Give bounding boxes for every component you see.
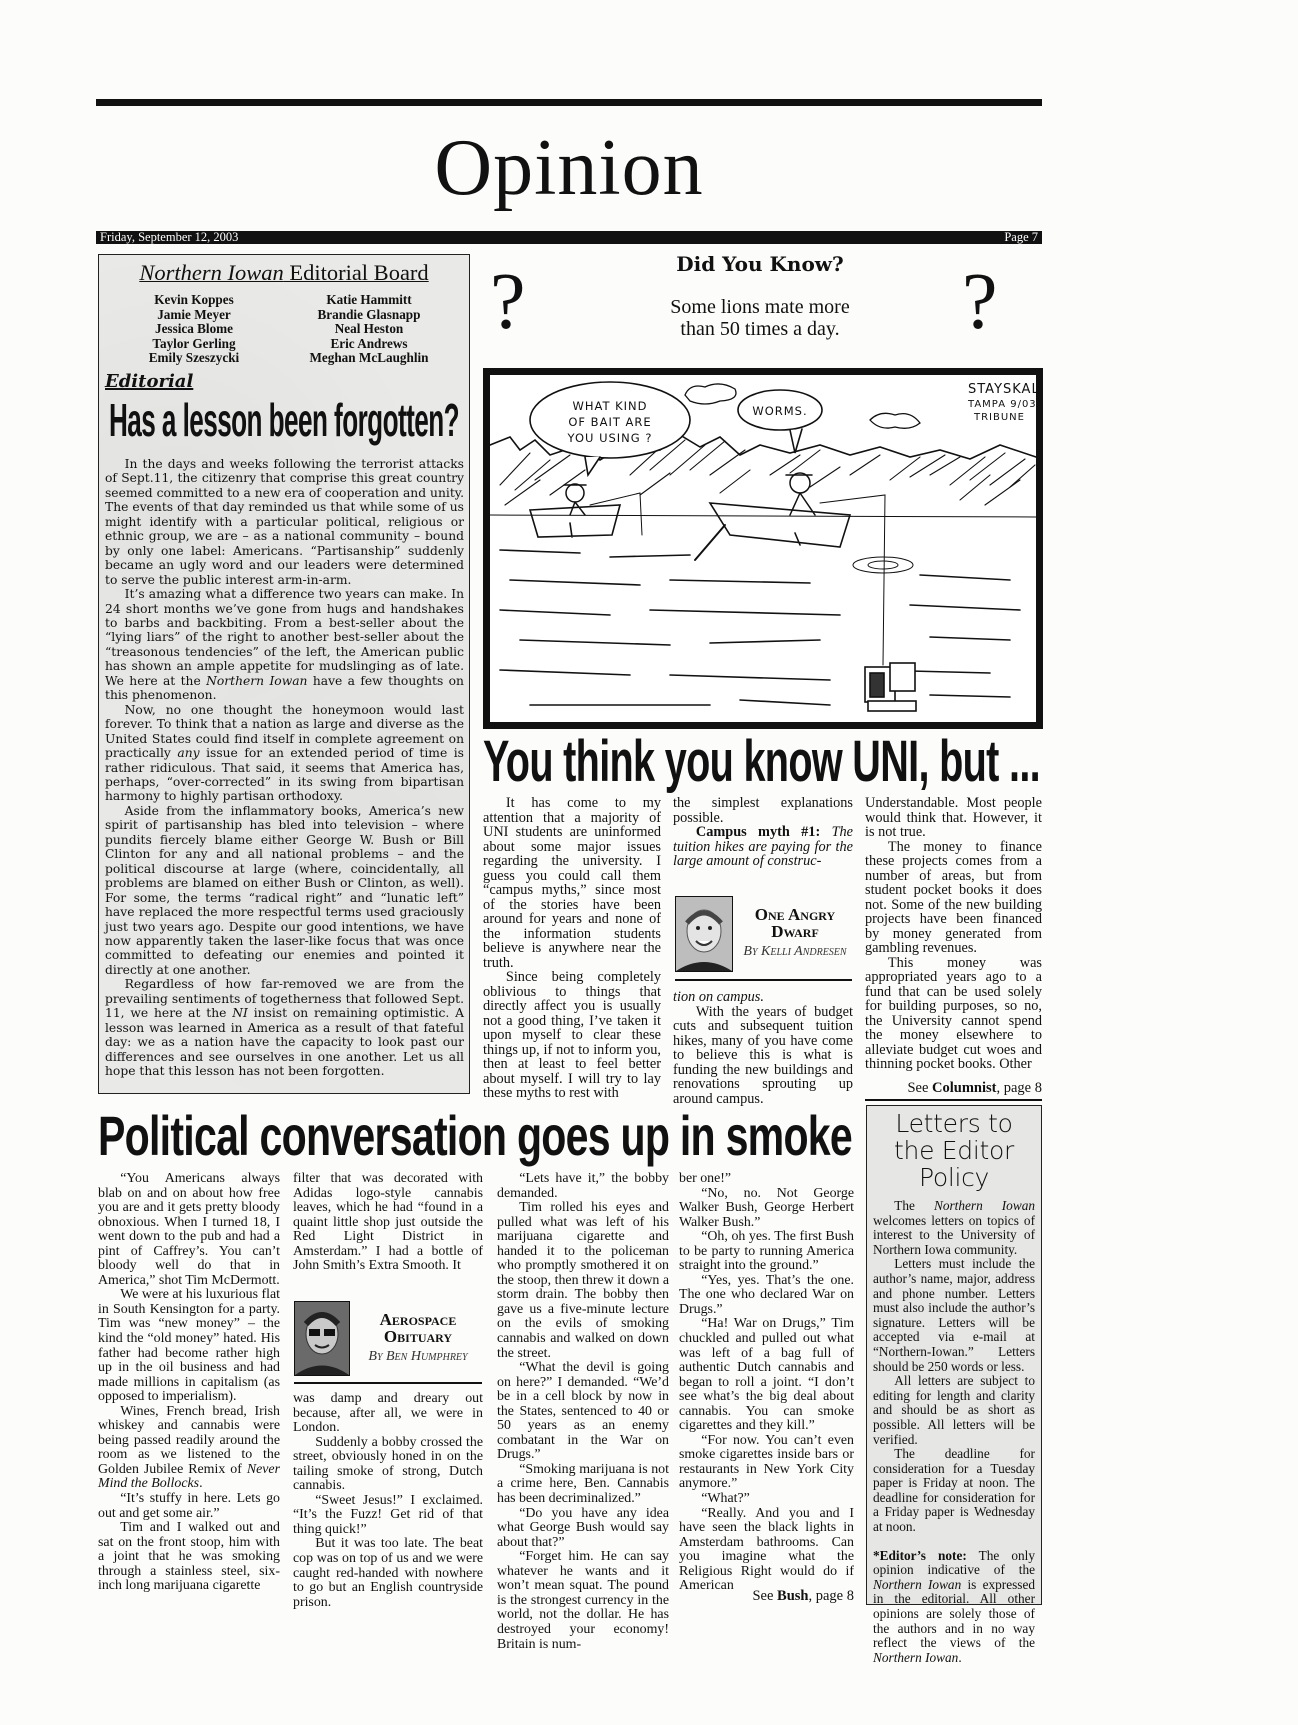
byline: By Ben Humphrey <box>368 1349 468 1364</box>
paragraph <box>293 1392 483 1436</box>
paragraph <box>679 1187 854 1231</box>
text-run: “Forget him. He can say whatever he wants and it won’t mean squat. The pound is the strongest currency in the world, not the dollar. He has destroyed your economy! Britain is num- <box>497 1549 669 1652</box>
political-headline: Political conversation goes up in smoke <box>98 1104 852 1167</box>
text-run: Campus myth #1: <box>695 824 821 840</box>
text-run: The tuition hikes are paying for the large amount of construc- <box>673 824 854 869</box>
cloud <box>685 384 736 404</box>
question-mark-left: ? <box>490 258 526 346</box>
paragraph <box>679 1434 854 1492</box>
political-col-1 <box>98 1172 280 1612</box>
fact-line: than 50 times a day. <box>680 318 840 340</box>
text-run: ber one!” <box>679 1171 732 1186</box>
paragraph <box>865 956 1042 1072</box>
text-run: . <box>958 1649 962 1665</box>
columnist-col-2-top <box>673 796 853 876</box>
paragraph <box>679 1492 854 1507</box>
fisher-left <box>566 484 584 502</box>
paragraph <box>497 1550 669 1652</box>
editorial-label: Editorial <box>105 371 194 392</box>
paragraph <box>105 804 464 977</box>
paragraph <box>497 1201 669 1361</box>
editorial-board-title <box>99 261 469 285</box>
text-run: Letters must include the author’s name, major, address and phone number. Letters must also include the author’s signature. Letters will be accepted via e-mail at “Northern-Iowan.” Letters should be 250 words or less. <box>873 1256 1035 1374</box>
paragraph <box>865 796 1042 840</box>
letters-policy-box <box>866 1105 1042 1665</box>
text-run: Northern Iowan <box>873 1649 959 1665</box>
text-run: filter that was decorated with Adidas logo-style cannabis leaves, which he had “found in a quaint little shop just outside the Red Light District in Amsterdam.” I had a bottle of John Smith’s Extra Smooth. It <box>293 1171 483 1274</box>
text-run: “Lets have it,” the bobby demanded. <box>497 1171 669 1201</box>
paragraph <box>105 977 464 1078</box>
column-name: One Angry Dwarf <box>754 905 836 941</box>
paragraph <box>873 1374 1035 1447</box>
bubble-text: WORMS. <box>752 404 808 418</box>
boat-right <box>710 503 850 547</box>
paragraph <box>673 1005 853 1107</box>
paragraph <box>679 1507 854 1594</box>
text-run: The only opinion indicative of the <box>873 1547 1035 1578</box>
paragraph <box>98 1288 280 1404</box>
date-bar <box>96 231 1042 244</box>
fishing-line-right <box>820 495 885 665</box>
text-run: Tim rolled his eyes and pulled what was left of his marijuana cigarette and handed it to the policeman who promptly smothered it on the stoop, then threw it down a storm drain. The bobby then gave us a five-minute lecture on the evils of smoking cannabis and walked on down the street. <box>497 1200 669 1361</box>
paragraph <box>98 1521 280 1594</box>
paragraph <box>679 1317 854 1433</box>
list-item: Policy <box>918 1163 990 1192</box>
board-names-left <box>119 293 269 366</box>
paragraph <box>98 1405 280 1492</box>
text-run: We were at his luxurious flat in South Kensington for a party. Tim was “new money” – the kind the “old money” hated. His father had become rather high up in the oil business and had made millions in capitalism (as opposed to imperialism). <box>98 1287 280 1405</box>
text-run: With the years of budget cuts and subsequent tuition hikes, many of you have come to believe this is what is funding the new buildings and renovations sprouting up around campus. <box>673 1003 853 1107</box>
text-run: The money to finance these projects comes from a number of areas, but from student pocket books it does not. Some of the new building projects have been financed by money generated from gambling revenues. <box>865 838 1042 956</box>
fisher-right <box>790 473 810 493</box>
columnist-photo <box>294 1301 350 1376</box>
list-item: Eric Andrews <box>330 335 408 351</box>
columnist-col-1 <box>483 795 661 1101</box>
paragraph <box>293 1537 483 1610</box>
editorial-body <box>105 457 464 1078</box>
text-run: Since being completely oblivious to things that directly affect you is usually not a good thing, I’ve taken it upon myself to clear these things up, if not to inform you, then at least to feel better about myself. I will try to lay these myths to rest with <box>483 969 661 1101</box>
list-item: Brandie Glasnapp <box>317 306 421 322</box>
paragraph <box>873 1199 1035 1257</box>
list-item: Neal Heston <box>334 321 404 337</box>
jump-line <box>865 1080 1042 1097</box>
text-run: Northern Iowan <box>206 673 308 688</box>
cartoon-drawing <box>490 375 1040 722</box>
text-run: “Oh, oh yes. The first Bush to be party to running America straight into the ground.” <box>679 1229 854 1274</box>
list-item: Meghan McLaughlin <box>309 350 429 366</box>
column-name: Aerospace Obituary <box>379 1310 457 1346</box>
paragraph <box>483 796 661 970</box>
editors-note <box>873 1549 1035 1666</box>
jump-line <box>679 1588 854 1605</box>
paragraph <box>98 1172 280 1288</box>
board-names-right <box>279 293 459 366</box>
jump-page: , page 8 <box>808 1588 854 1604</box>
paragraph <box>865 840 1042 956</box>
text-run: “It’s stuffy in here. Lets go out and get some air.” <box>98 1491 280 1521</box>
text-run: Never Mind the Bollocks <box>98 1461 280 1492</box>
columnist-photo <box>675 896 733 972</box>
text-run: insist on remaining optimistic. A lesson was learned in America as a result of that fateful day: we as a nation have the capacity to look past our differences and see ourselves in one another. Let us all hope that this lesson has not been forgotten. <box>105 1006 464 1079</box>
bubble-text: YOU USING ? <box>567 431 653 445</box>
political-col-2-bottom <box>293 1392 483 1612</box>
text-run: Understandable. Most people would think that. However, it is not true. <box>865 795 1042 840</box>
text-run: was damp and dreary out because, after all, we were in London. <box>293 1391 483 1436</box>
jump-target: Columnist <box>932 1080 997 1096</box>
editorial-cartoon <box>483 368 1043 729</box>
paragraph <box>497 1172 669 1201</box>
list-item: Taylor Gerling <box>152 335 236 351</box>
text-run: “What?” <box>701 1491 750 1507</box>
jump-page: , page 8 <box>996 1080 1042 1096</box>
computer-bait <box>865 663 916 711</box>
fishing-line-left <box>590 493 642 535</box>
columnist-col-2-bottom <box>673 989 853 1107</box>
did-you-know-title: Did You Know? <box>676 252 844 276</box>
text-run: “You Americans always blab on and on about how free you are and it gets pretty bloody obnoxious. When I turned 18, I went down to the pub and had a pint of Caffrey’s. You can’t bloody well do that in America,” shot Tim McDermott. <box>98 1171 280 1288</box>
editorial-box <box>98 254 470 1094</box>
boat-left <box>530 505 620 537</box>
columnist-headline: You think you know UNI, but ... <box>483 729 1040 794</box>
bubble-text: WHAT KIND <box>572 399 648 413</box>
paragraph <box>873 1447 1035 1535</box>
text-run: “Really. And you and I have seen the black lights in Amsterdam bathrooms. Can you imagine what the Religious Right would do if American <box>679 1505 854 1594</box>
text-run: “Do you have any idea what George Bush would say about that?” <box>497 1505 669 1550</box>
paragraph <box>873 1257 1035 1374</box>
columnist-col-3 <box>865 796 1042 1076</box>
text-run: Northern Iowan <box>933 1198 1035 1213</box>
text-run: It’s amazing what a difference two years can make. In 24 short months we’ve gone from hugs and handshakes to barbs and backbiting. From a best-seller about the “lying liars” of the right to another best-seller about the “treasonous tendencies” of the left, the American public has shown an ample appetite for mudslinging as of late. We here at the <box>105 587 464 688</box>
oar <box>695 525 725 560</box>
text-run: “Smoking marijuana is not a crime here, Ben. Cannabis has been decriminalized.” <box>497 1461 669 1507</box>
paragraph <box>679 1230 854 1274</box>
section-title: Opinion <box>434 124 704 212</box>
political-col-4 <box>679 1171 854 1594</box>
paragraph <box>673 796 853 825</box>
text-run: “Sweet Jesus!” I exclaimed. “It’s the Fuzz! Get rid of that thing quick!” <box>293 1492 483 1537</box>
political-col-3 <box>497 1171 669 1652</box>
text-run: In the days and weeks following the terrorist attacks of Sept.11, the citizenry that comprise this great country seemed committed to a new era of cooperation and unity. The events of that day reminded us that while some of us might identify with a particular political, religious or ethnic group, we are – as a national community – bound by only one label: Americans. “Partisanship” suddenly became an ugly word and our leaders were determined to serve the public interest arm-in-arm. <box>105 457 464 587</box>
list-item: Katie Hammitt <box>326 292 412 307</box>
question-mark-right: ? <box>962 258 998 346</box>
text-run: This money was appropriated years ago to a fund that can be used solely for building purposes, so no, the University cannot spend the money elsewhere to alleviate budget cut woes and thinning pocket books. Other <box>865 954 1042 1072</box>
text-run: “Yes, yes. That’s the one. The one who declared War on Drugs.” <box>679 1272 854 1317</box>
board-label: Editorial Board <box>283 260 429 285</box>
text-run: NI <box>232 1006 248 1021</box>
text-run: Aside from the inflammatory books, America’s new spirit of partisanship has bled into television – where pundits fiercely blame either George W. Bush or Bill Clinton for any and all national problems – and the political discourse at large (where, coincidentally, all problems are blamed on either Bush or Clinton, as well). For some, the terms “radical right” and “lunatic left” have replaced the more respectful terms used graciously just two years ago. Despite our good intentions, we have now apparently taken the laser-like focus that was once committed to defeating our enemies and pointed it directly at one another. <box>105 803 464 977</box>
list-item: Kevin Koppes <box>154 292 234 307</box>
text-run: But it was too late. The beat cop was on top of us and we were caught red-handed with nowhere to go but an English countryside prison. <box>293 1536 483 1610</box>
text-run: Wines, French bread, Irish whiskey and cannabis were being passed readily around the room as we listened to the Golden Jubilee Remix of <box>98 1403 280 1477</box>
text-run: All letters are subject to editing for length and clarity and should be as short as possible. All letters will be verified. <box>873 1373 1035 1447</box>
jump-prefix: See <box>907 1080 933 1096</box>
issue-date: Friday, September 12, 2003 <box>100 230 239 244</box>
text-run: “What the devil is going on here?” I demanded. “We’d be in a cell block by now in the States, sentenced to 40 or 50 years as an enemy combatant in the War on Drugs.” <box>497 1360 669 1463</box>
text-run: Tim and I walked out and sat on the front stoop, him with a joint that he was smoking through a stainless steel, six-inch long marijuana cigarette <box>98 1520 280 1594</box>
text-run: Suddenly a bobby crossed the street, obviously honed in on the tailing smoke of strong, Dutch cannabis. <box>293 1434 483 1494</box>
paragraph <box>293 1494 483 1538</box>
paragraph <box>483 970 661 1101</box>
text-run: The deadline for consideration for a Tuesday paper is Friday at noon. The deadline for consideration for a Friday paper is Wednesday at noon. <box>873 1446 1035 1535</box>
text-run: “No, no. Not George Walker Bush, George Herbert Walker Bush.” <box>679 1185 854 1230</box>
shoreline <box>490 515 1036 517</box>
list-item: Letters to <box>895 1109 1013 1138</box>
list-item: the Editor <box>894 1136 1014 1165</box>
text-run: the simplest explanations possible. <box>673 795 853 826</box>
paragraph <box>98 1492 280 1521</box>
paper-name: Northern Iowan <box>139 260 284 285</box>
cartoonist-signature: TAMPA 9/03 <box>968 399 1037 410</box>
jump-prefix: See <box>752 1588 778 1604</box>
paragraph <box>293 1172 483 1274</box>
byline: By Kelli Andresen <box>743 944 847 959</box>
text-run: . <box>199 1476 203 1492</box>
did-you-know-fact <box>560 296 960 340</box>
cloud <box>870 413 920 428</box>
text-run: is expressed in the editorial. All other opinions are solely those of the authors and in no way reflect the views of the <box>873 1576 1035 1651</box>
text-run: “For now. You can’t even smoke cigarettes inside bars or restaurants in New York City anymore.” <box>679 1432 854 1492</box>
paragraph <box>497 1463 669 1507</box>
divider <box>294 1382 482 1384</box>
list-item: Emily Szeszycki <box>148 350 240 366</box>
list-item: Jamie Meyer <box>157 306 231 322</box>
letters-policy-title <box>873 1110 1035 1191</box>
paragraph <box>679 1274 854 1318</box>
paragraph <box>679 1172 854 1187</box>
bubble-text: OF BAIT ARE <box>568 415 652 429</box>
text-run: “Ha! War on Drugs,” Tim chuckled and pulled out what was left of a bag full of authentic Dutch cannabis and began to roll a joint. “I don’t see what’s the big deal about cannabis. You can smoke cigarettes and they kill.” <box>679 1316 854 1434</box>
political-col-2-top <box>293 1172 483 1278</box>
editorial-headline: Has a lesson been forgotten? <box>109 394 459 446</box>
paragraph <box>497 1507 669 1551</box>
text-run: tion on campus. <box>673 989 764 1005</box>
text-run: welcomes letters on topics of interest to the University of Northern Iowa community. <box>873 1212 1035 1257</box>
top-rule <box>96 99 1042 106</box>
text-run: any <box>177 746 200 761</box>
cartoonist-signature: STAYSKAL <box>968 382 1040 397</box>
divider <box>675 979 852 981</box>
text-run: issue for an extended period of time is rather ridiculous. That said, it seems that America has, perhaps, “over-corrected” in its swing from bipartisan harmony to highly partisan orthodoxy. <box>105 746 464 804</box>
page-number: Page 7 <box>1004 230 1038 244</box>
paragraph <box>105 703 464 804</box>
text-run: *Editor’s note: <box>873 1547 967 1563</box>
text-run: Regardless of how far-removed we are from the prevailing sentiments of togetherness that followed Sept. 11, we here at the <box>105 977 464 1021</box>
water-lines <box>500 550 1020 705</box>
jump-target: Bush <box>777 1588 809 1604</box>
letters-policy-body <box>873 1199 1035 1535</box>
paragraph <box>497 1361 669 1463</box>
cartoonist-signature: TRIBUNE <box>974 412 1025 423</box>
paragraph <box>673 990 853 1005</box>
paragraph <box>105 587 464 703</box>
text-run: The <box>894 1198 934 1213</box>
fact-line: Some lions mate more <box>670 296 850 318</box>
paragraph <box>105 457 464 587</box>
paragraph <box>673 825 853 869</box>
text-run: Northern Iowan <box>873 1576 962 1592</box>
text-run: It has come to my attention that a majority of UNI students are uninformed about some major issues regarding the university. I guess you could call them “campus myths,” since most of the stories have been around for years and none of the information students believe is anywhere near the truth. <box>483 795 661 971</box>
divider <box>865 1099 1042 1101</box>
list-item: Jessica Blome <box>154 321 233 337</box>
paragraph <box>293 1436 483 1494</box>
text-run: Now, no one thought the honeymoon would last forever. To think that a nation as large and diverse as the United States could find itself in complete agreement on practically <box>105 702 464 761</box>
text-run: have a few thoughts on this phenomenon. <box>105 673 464 703</box>
